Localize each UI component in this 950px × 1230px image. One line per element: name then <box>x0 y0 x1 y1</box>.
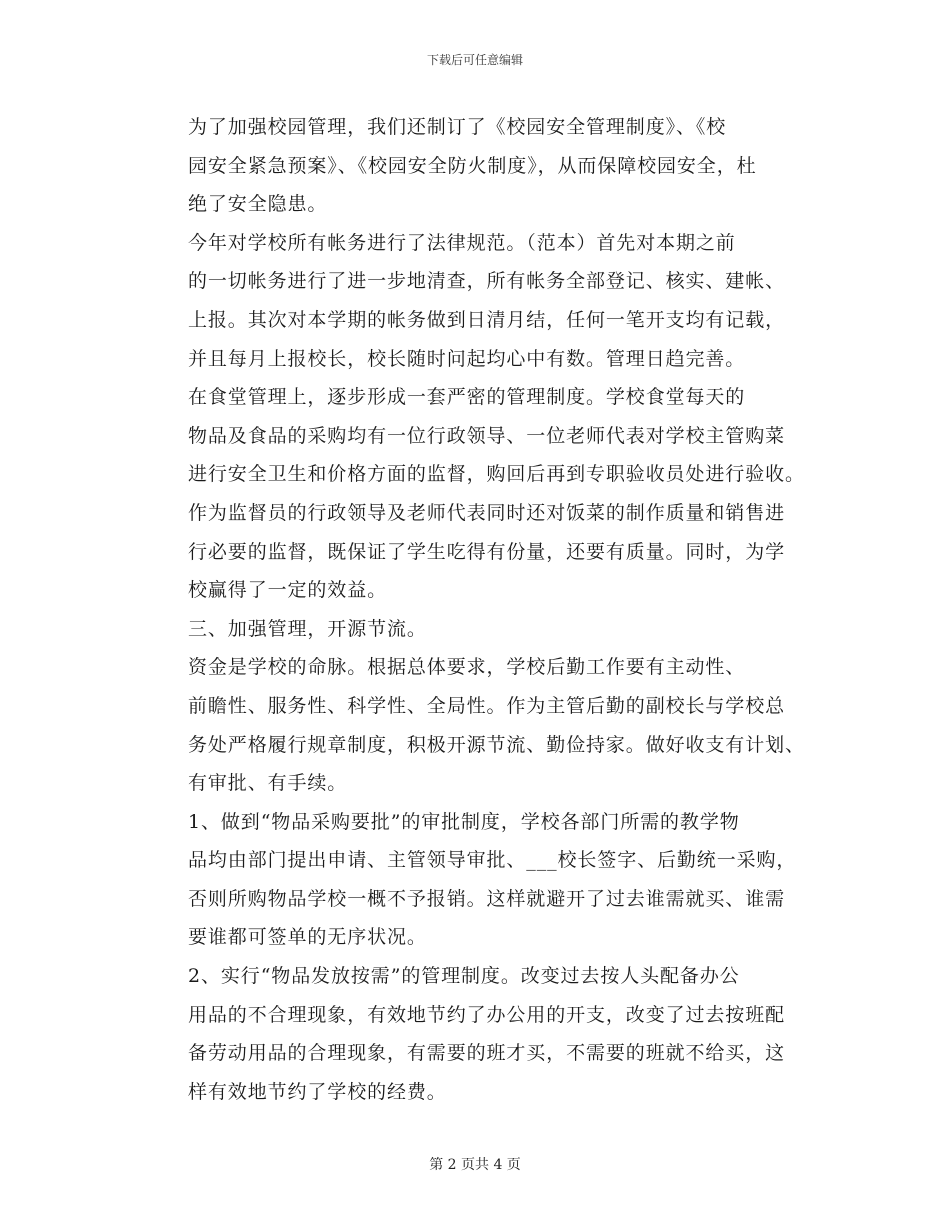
text-line: 有审批、有手续。 <box>188 772 348 795</box>
text-line: 备劳动用品的合理现象，有需要的班才买，不需要的班就不给买，这 <box>188 1042 786 1065</box>
text-line: 品均由部门提出申请、主管领导审批、___校长签字、后勤统一采购， <box>188 849 797 872</box>
text-line: 务处严格履行规章制度，积极开源节流、勤俭持家。做好收支有计划、 <box>188 733 805 756</box>
text-line: 今年对学校所有帐务进行了法律规范。（范本）首先对本期之前 <box>188 231 736 254</box>
text-line: 前瞻性、服务性、科学性、全局性。作为主管后勤的副校长与学校总 <box>188 694 786 717</box>
page-header: 下载后可任意编辑 <box>426 53 523 67</box>
text-line: 在食堂管理上，逐步形成一套严密的管理制度。学校食堂每天的 <box>188 386 746 409</box>
document-body <box>141 108 816 1111</box>
text-line: 作为监督员的行政领导及老师代表同时还对饭菜的制作质量和销售进 <box>188 501 786 524</box>
text-line: 否则所购物品学校一概不予报销。这样就避开了过去谁需就买、谁需 <box>188 887 786 910</box>
text-line: 样有效地节约了学校的经费。 <box>188 1080 447 1103</box>
text-line: 的一切帐务进行了进一步地清查，所有帐务全部登记、核实、建帐、 <box>188 270 786 293</box>
paragraph-funds <box>141 648 816 802</box>
text-line: 用品的不合理现象，有效地节约了办公用的开支，改变了过去按班配 <box>188 1003 786 1026</box>
text-line: 资金是学校的命脉。根据总体要求，学校后勤工作要有主动性、 <box>188 656 746 679</box>
text-line: 物品及食品的采购均有一位行政领导、一位老师代表对学校主管购菜 <box>188 424 786 447</box>
text-line: 为了加强校园管理，我们还制订了《校园安全管理制度》、《校 <box>188 116 727 138</box>
text-line: 三、加强管理，开源节流。 <box>188 617 427 640</box>
text-line: 2、实行“物品发放按需”的管理制度。改变过去按人头配备办公 <box>188 965 740 988</box>
text-line: 园安全紧急预案》、《校园安全防火制度》，从而保障校园安全，杜 <box>188 154 757 177</box>
text-line: 进行安全卫生和价格方面的监督，购回后再到专职验收员处进行验收。 <box>188 463 805 486</box>
paragraph-item-1 <box>141 803 816 957</box>
text-line: 要谁都可签单的无序状况。 <box>188 926 427 949</box>
paragraph-accounts <box>141 224 816 378</box>
text-line: 1、做到“物品采购要批”的审批制度，学校各部门所需的教学物 <box>188 810 740 833</box>
paragraph-campus-safety <box>141 108 816 224</box>
text-line: 并且每月上报校长，校长随时问起均心中有数。管理日趋完善。 <box>188 347 746 370</box>
text-line: 行必要的监督，既保证了学生吃得有份量，还要有质量。同时，为学 <box>188 540 786 563</box>
paragraph-canteen <box>141 378 816 610</box>
text-line: 上报。其次对本学期的帐务做到日清月结，任何一笔开支均有记载， <box>188 308 786 331</box>
page-number: 第 2 页共 4 页 <box>429 1157 521 1173</box>
section-heading <box>141 610 816 649</box>
text-line: 绝了安全隐患。 <box>188 193 328 216</box>
text-line: 校赢得了一定的效益。 <box>188 579 388 602</box>
paragraph-item-2 <box>141 957 816 1111</box>
